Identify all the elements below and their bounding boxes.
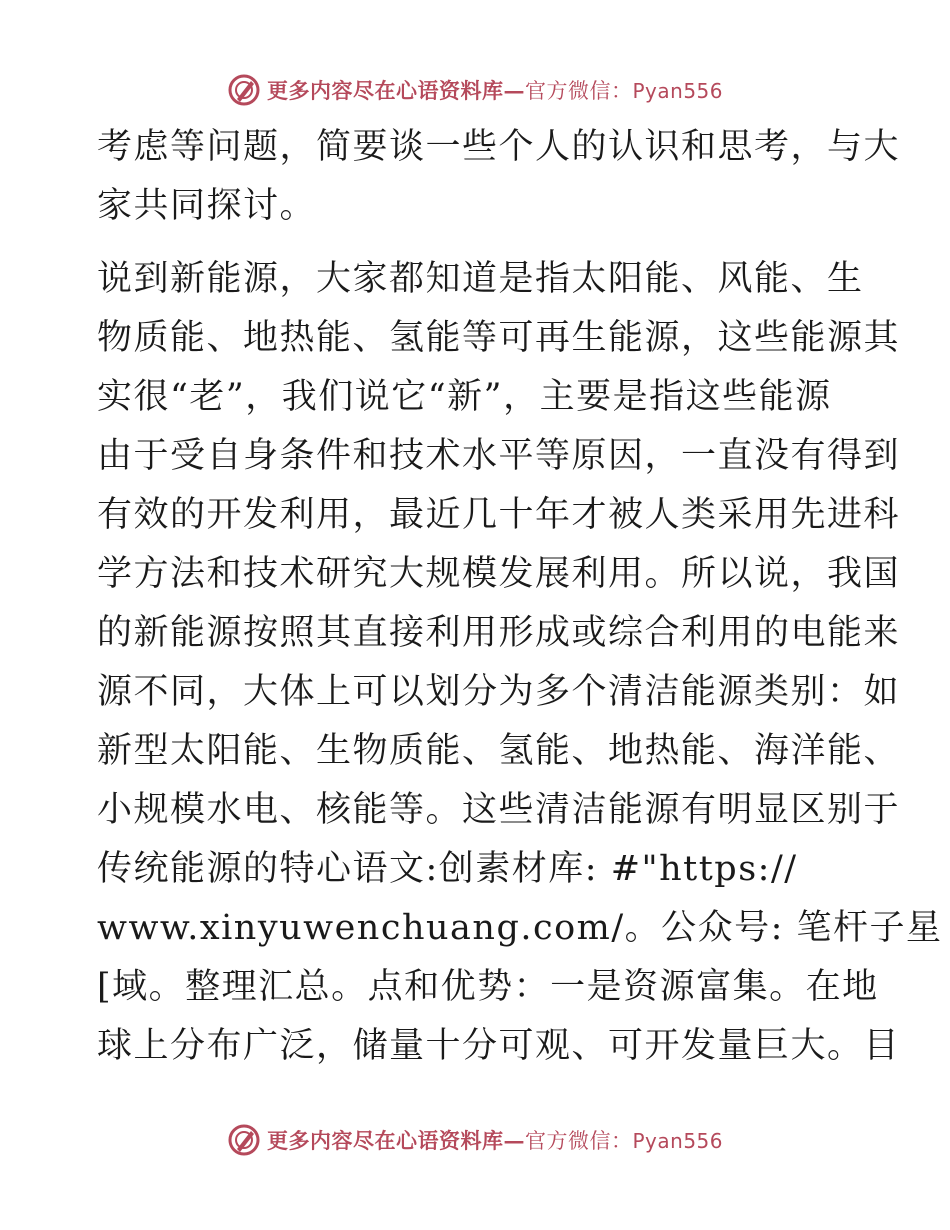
text-line: 考虑等问题，简要谈一些个人的认识和思考，与大 [97,127,901,167]
header-text [267,75,723,105]
text-line: [域。整理汇总。点和优势：一是资源富集。在地 [97,967,879,1007]
header-wechat-label: 官方微信： [524,79,633,103]
paragraph-1 [97,118,901,236]
text-line: 的新能源按照其直接利用形成或综合利用的电能来 [97,613,901,653]
text-line: 物质能、地热能、氢能等可再生能源，这些能源其 [97,318,901,358]
footer-handle: Pyan556 [632,1129,723,1153]
pen-logo-icon [227,1123,261,1157]
footer-dash: — [503,1128,525,1153]
text-line: www.xinyuwenchuang.com/。公众号: 笔杆子星 [97,908,943,948]
text-line: 源不同，大体上可以划分为多个清洁能源类别：如 [97,672,901,712]
text-line: 家共同探讨。 [97,186,317,226]
document-body [97,118,943,1076]
footer-wechat-label: 官方微信： [524,1129,633,1153]
text-line: 说到新能源，大家都知道是指太阳能、风能、生 [97,259,864,299]
header-prefix: 更多内容尽在心语资料库 [266,78,504,103]
text-line: 学方法和技术研究大规模发展利用。所以说，我国 [97,554,901,594]
pen-logo-icon [227,73,261,107]
paragraph-2 [97,250,943,1076]
text-line: 小规模水电、核能等。这些清洁能源有明显区别于 [97,790,901,830]
footer-prefix: 更多内容尽在心语资料库 [266,1128,504,1153]
paragraph-gap [97,236,857,250]
text-line: 传统能源的特心语文:创素材库: #"https:// [97,849,798,889]
footer-text [267,1125,723,1155]
header-dash: — [503,78,525,103]
footer-banner [0,1120,950,1160]
text-line: 由于受自身条件和技术水平等原因，一直没有得到 [97,436,901,476]
text-line: 有效的开发利用，最近几十年才被人类采用先进科 [97,495,901,535]
text-line: 新型太阳能、生物质能、氢能、地热能、海洋能、 [97,731,901,771]
text-line: 球上分布广泛，储量十分可观、可开发量巨大。目 [97,1026,901,1066]
header-handle: Pyan556 [632,79,723,103]
header-banner [0,70,950,110]
text-line: 实很“老”，我们说它“新”，主要是指这些能源 [97,377,832,417]
